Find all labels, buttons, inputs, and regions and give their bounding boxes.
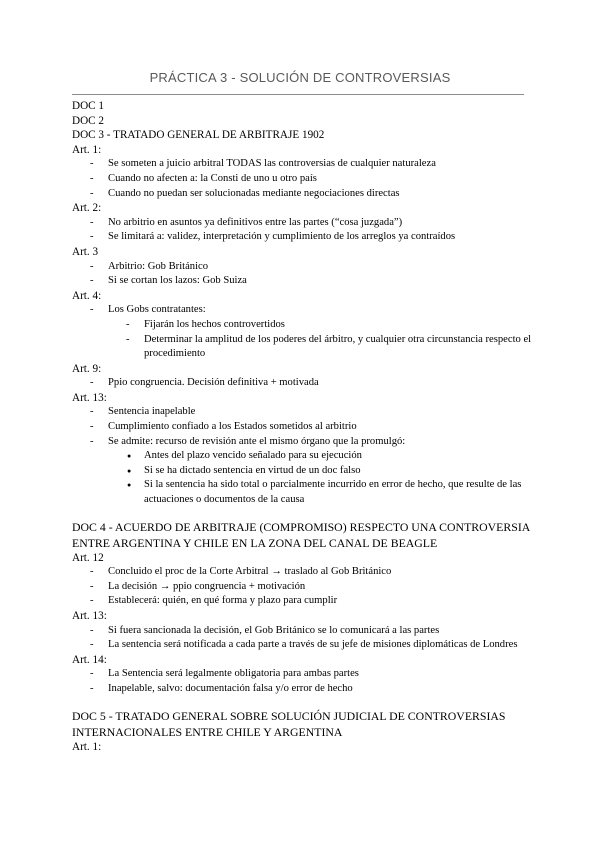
title-divider <box>72 94 524 95</box>
doc-5-heading: DOC 5 - TRATADO GENERAL SOBRE SOLUCIÓN JUDICIAL DE CONTROVERSIAS INTERNACIONALES ENTRE CHILE Y ARGENTINA <box>72 708 506 739</box>
list-item: - Concluido el proc de la Corte Arbitral → traslado al Gob Británico <box>72 565 532 580</box>
list-item: - Se admite: recurso de revisión ante el mismo órgano que la promulgó: <box>72 435 532 450</box>
list-item: - La decisión → ppio congruencia + motivación <box>72 580 532 595</box>
sub-list-item: - Fijarán los hechos controvertidos <box>72 318 532 333</box>
doc-3-heading: DOC 3 - TRATADO GENERAL DE ARBITRAJE 1902 <box>72 129 325 142</box>
list-item: - Cuando no afecten a: la Consti de uno u otro país <box>72 172 532 187</box>
doc-1-heading: DOC 1 <box>72 100 105 112</box>
article-label: Art. 2: <box>72 202 102 215</box>
list-item: - La sentencia será notificada a cada parte a través de su jefe de misiones diplomáticas de Londres <box>72 638 532 653</box>
list-item: - Si se cortan los lazos: Gob Suiza <box>72 274 532 289</box>
list-item: - La Sentencia será legalmente obligatoria para ambas partes <box>72 667 532 682</box>
list-item: - Cuando no puedan ser solucionadas mediante negociaciones directas <box>72 187 532 202</box>
doc-4-section <box>72 519 532 697</box>
list-item: - Inapelable, salvo: documentación falsa y/o error de hecho <box>72 682 532 697</box>
list-item: - No arbitrio en asuntos ya definitivos entre las partes (“cosa juzgada”) <box>72 216 532 231</box>
page-title: PRÁCTICA 3 - SOLUCIÓN DE CONTROVERSIAS <box>149 70 451 85</box>
document-body <box>72 99 532 754</box>
article-label: Art. 3 <box>72 245 99 258</box>
bullet-item: ● Si la sentencia ha sido total o parcialmente incurrido en error de hecho, que resulte de las actuaciones o documentos de la causa <box>72 478 532 507</box>
article-label: Art. 14: <box>72 653 107 666</box>
list-item: - Se limitará a: validez, interpretación y cumplimiento de los arreglos ya contraídos <box>72 230 532 245</box>
article-label: Art. 4: <box>72 289 102 302</box>
sub-list-item: - Determinar la amplitud de los poderes del árbitro, y cualquier otra circunstancia respecto el procedimiento <box>72 333 532 362</box>
article-label: Art. 9: <box>72 362 102 375</box>
bullet-item: ● Antes del plazo vencido señalado para su ejecución <box>72 449 532 464</box>
list-item: - Arbitrio: Gob Británico <box>72 260 532 275</box>
doc-3-section <box>72 128 532 507</box>
article-label: Art. 1: <box>72 143 102 156</box>
list-item: - Ppio congruencia. Decisión definitiva + motivada <box>72 376 532 391</box>
bullet-item: ● Si se ha dictado sentencia en virtud de un doc falso <box>72 464 532 479</box>
doc-4-heading: DOC 4 - ACUERDO DE ARBITRAJE (COMPROMISO) RESPECTO UNA CONTROVERSIA ENTRE ARGENTINA Y CHILE EN LA ZONA DEL CANAL DE BEAGLE <box>72 519 530 550</box>
article-label: Art. 1: <box>72 740 102 753</box>
list-item: - Se someten a juicio arbitral TODAS las controversias de cualquier naturaleza <box>72 157 532 172</box>
doc-2-heading: DOC 2 <box>72 114 105 127</box>
list-item: - Cumplimiento confiado a los Estados sometidos al arbitrio <box>72 420 532 435</box>
list-item: - Sentencia inapelable <box>72 405 532 420</box>
list-item: - Los Gobs contratantes: <box>72 303 532 318</box>
article-label: Art. 13: <box>72 610 107 622</box>
doc-5-section <box>72 708 532 755</box>
list-item: - Si fuera sancionada la decisión, el Gob Británico se lo comunicará a las partes <box>72 624 532 639</box>
article-label: Art. 12 <box>72 551 104 564</box>
list-item: - Establecerá: quién, en qué forma y plazo para cumplir <box>72 594 532 609</box>
article-label: Art. 13: <box>72 391 107 404</box>
